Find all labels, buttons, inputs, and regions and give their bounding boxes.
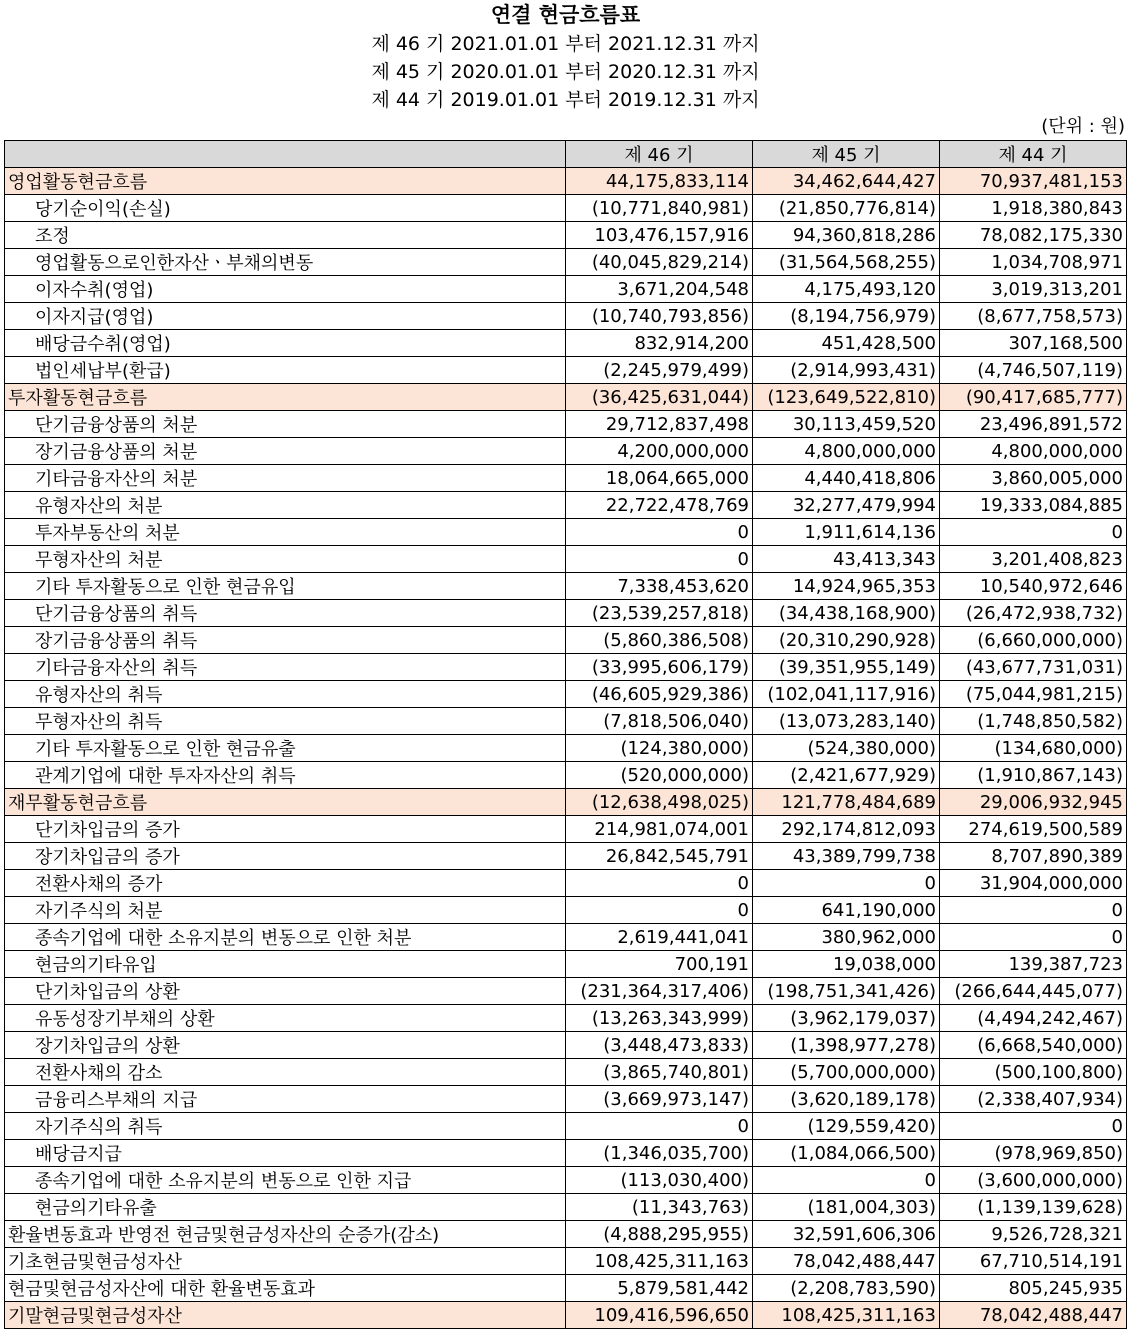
- value-period-46: 29,712,837,498: [566, 411, 753, 438]
- value-period-44: 274,619,500,589: [940, 816, 1127, 843]
- value-period-46: (113,030,400): [566, 1167, 753, 1194]
- table-row: [5, 1140, 1127, 1167]
- table-row: [5, 249, 1127, 276]
- value-period-45: 30,113,459,520: [753, 411, 940, 438]
- table-row: [5, 1194, 1127, 1221]
- row-label: 기타금융자산의 취득: [5, 654, 566, 681]
- value-period-44: (4,746,507,119): [940, 357, 1127, 384]
- value-period-45: 380,962,000: [753, 924, 940, 951]
- value-period-46: (33,995,606,179): [566, 654, 753, 681]
- value-period-44: 3,019,313,201: [940, 276, 1127, 303]
- row-label: 금융리스부채의 지급: [5, 1086, 566, 1113]
- period-line-46: 제 46 기 2021.01.01 부터 2021.12.31 까지: [371, 33, 760, 55]
- value-period-44: 29,006,932,945: [940, 789, 1127, 816]
- value-period-46: (13,263,343,999): [566, 1005, 753, 1032]
- table-row: [5, 978, 1127, 1005]
- value-period-46: (11,343,763): [566, 1194, 753, 1221]
- section-row: [5, 168, 1127, 195]
- value-period-45: 43,413,343: [753, 546, 940, 573]
- table-row: [5, 276, 1127, 303]
- row-label: 조정: [5, 222, 566, 249]
- value-period-46: 44,175,833,114: [566, 168, 753, 195]
- row-label: 현금및현금성자산에 대한 환율변동효과: [5, 1275, 566, 1302]
- value-period-44: 3,201,408,823: [940, 546, 1127, 573]
- value-period-44: 0: [940, 519, 1127, 546]
- unit-label: (단위 : 원): [1041, 116, 1125, 137]
- table-row: [5, 843, 1127, 870]
- section-row: [5, 1302, 1127, 1329]
- value-period-44: 3,860,005,000: [940, 465, 1127, 492]
- table-row: [5, 1032, 1127, 1059]
- value-period-44: 70,937,481,153: [940, 168, 1127, 195]
- value-period-45: (102,041,117,916): [753, 681, 940, 708]
- table-row: [5, 1086, 1127, 1113]
- row-label: 영업활동으로인한자산ㆍ부채의변동: [5, 249, 566, 276]
- table-row: [5, 735, 1127, 762]
- value-period-44: 0: [940, 924, 1127, 951]
- value-period-46: 108,425,311,163: [566, 1248, 753, 1275]
- table-row: [5, 951, 1127, 978]
- table-row: [5, 330, 1127, 357]
- value-period-46: (2,245,979,499): [566, 357, 753, 384]
- row-label: 관계기업에 대한 투자자산의 취득: [5, 762, 566, 789]
- row-label: 현금의기타유입: [5, 951, 566, 978]
- value-period-44: 1,918,380,843: [940, 195, 1127, 222]
- value-period-45: (1,398,977,278): [753, 1032, 940, 1059]
- value-period-45: (181,004,303): [753, 1194, 940, 1221]
- table-row: [5, 681, 1127, 708]
- table-row: [5, 303, 1127, 330]
- value-period-45: 1,911,614,136: [753, 519, 940, 546]
- row-label: 영업활동현금흐름: [5, 168, 566, 195]
- row-label: 단기차입금의 상환: [5, 978, 566, 1005]
- section-row: [5, 789, 1127, 816]
- value-period-45: (8,194,756,979): [753, 303, 940, 330]
- value-period-44: 23,496,891,572: [940, 411, 1127, 438]
- value-period-45: (3,620,189,178): [753, 1086, 940, 1113]
- value-period-44: 139,387,723: [940, 951, 1127, 978]
- table-row: [5, 897, 1127, 924]
- row-label: 이자지급(영업): [5, 303, 566, 330]
- row-label: 종속기업에 대한 소유지분의 변동으로 인한 지급: [5, 1167, 566, 1194]
- value-period-44: (26,472,938,732): [940, 600, 1127, 627]
- value-period-46: (124,380,000): [566, 735, 753, 762]
- table-row: [5, 492, 1127, 519]
- value-period-45: (3,962,179,037): [753, 1005, 940, 1032]
- row-label: 이자수취(영업): [5, 276, 566, 303]
- value-period-45: (524,380,000): [753, 735, 940, 762]
- value-period-44: 10,540,972,646: [940, 573, 1127, 600]
- row-label: 배당금지급: [5, 1140, 566, 1167]
- value-period-45: (39,351,955,149): [753, 654, 940, 681]
- table-row: [5, 708, 1127, 735]
- value-period-46: (1,346,035,700): [566, 1140, 753, 1167]
- value-period-46: 832,914,200: [566, 330, 753, 357]
- value-period-45: (5,700,000,000): [753, 1059, 940, 1086]
- value-period-44: (134,680,000): [940, 735, 1127, 762]
- value-period-45: 78,042,488,447: [753, 1248, 940, 1275]
- value-period-44: (43,677,731,031): [940, 654, 1127, 681]
- value-period-45: 19,038,000: [753, 951, 940, 978]
- value-period-46: (12,638,498,025): [566, 789, 753, 816]
- table-header-row: [5, 141, 1127, 168]
- table-body: [5, 168, 1127, 1329]
- value-period-45: (198,751,341,426): [753, 978, 940, 1005]
- row-label: 현금의기타유출: [5, 1194, 566, 1221]
- value-period-44: (978,969,850): [940, 1140, 1127, 1167]
- table-row: [5, 870, 1127, 897]
- row-label: 전환사채의 감소: [5, 1059, 566, 1086]
- table-row: [5, 195, 1127, 222]
- value-period-46: 0: [566, 1113, 753, 1140]
- row-label: 무형자산의 처분: [5, 546, 566, 573]
- statement-header: [0, 0, 1131, 114]
- table-row: [5, 1059, 1127, 1086]
- value-period-46: (5,860,386,508): [566, 627, 753, 654]
- value-period-46: (46,605,929,386): [566, 681, 753, 708]
- value-period-46: (4,888,295,955): [566, 1221, 753, 1248]
- value-period-44: 9,526,728,321: [940, 1221, 1127, 1248]
- table-row: [5, 816, 1127, 843]
- value-period-45: (2,421,677,929): [753, 762, 940, 789]
- table-row: [5, 222, 1127, 249]
- value-period-45: 94,360,818,286: [753, 222, 940, 249]
- value-period-46: (10,771,840,981): [566, 195, 753, 222]
- value-period-44: (6,660,000,000): [940, 627, 1127, 654]
- table-row: [5, 654, 1127, 681]
- row-label: 장기금융상품의 처분: [5, 438, 566, 465]
- value-period-44: (266,644,445,077): [940, 978, 1127, 1005]
- value-period-44: (3,600,000,000): [940, 1167, 1127, 1194]
- value-period-45: 4,175,493,120: [753, 276, 940, 303]
- value-period-46: 0: [566, 546, 753, 573]
- row-label: 유형자산의 취득: [5, 681, 566, 708]
- row-label: 단기금융상품의 취득: [5, 600, 566, 627]
- value-period-45: 292,174,812,093: [753, 816, 940, 843]
- row-label: 투자부동산의 처분: [5, 519, 566, 546]
- value-period-45: (123,649,522,810): [753, 384, 940, 411]
- value-period-44: (2,338,407,934): [940, 1086, 1127, 1113]
- table-row: [5, 465, 1127, 492]
- row-label: 기타 투자활동으로 인한 현금유출: [5, 735, 566, 762]
- value-period-44: (1,910,867,143): [940, 762, 1127, 789]
- table-row: [5, 357, 1127, 384]
- value-period-46: (40,045,829,214): [566, 249, 753, 276]
- row-label: 자기주식의 처분: [5, 897, 566, 924]
- table-row: [5, 627, 1127, 654]
- value-period-46: (520,000,000): [566, 762, 753, 789]
- table-row: [5, 438, 1127, 465]
- value-period-44: (8,677,758,573): [940, 303, 1127, 330]
- value-period-46: 26,842,545,791: [566, 843, 753, 870]
- value-period-45: (2,208,783,590): [753, 1275, 940, 1302]
- value-period-45: 43,389,799,738: [753, 843, 940, 870]
- value-period-45: 121,778,484,689: [753, 789, 940, 816]
- value-period-46: (231,364,317,406): [566, 978, 753, 1005]
- value-period-44: 67,710,514,191: [940, 1248, 1127, 1275]
- table-row: [5, 411, 1127, 438]
- row-label: 단기금융상품의 처분: [5, 411, 566, 438]
- cash-flow-table: [4, 140, 1127, 1329]
- value-period-44: 0: [940, 897, 1127, 924]
- row-label: 당기순이익(손실): [5, 195, 566, 222]
- value-period-45: 641,190,000: [753, 897, 940, 924]
- value-period-46: 0: [566, 870, 753, 897]
- value-period-46: 22,722,478,769: [566, 492, 753, 519]
- value-period-46: 0: [566, 897, 753, 924]
- table-row: [5, 762, 1127, 789]
- value-period-46: 700,191: [566, 951, 753, 978]
- table-row: [5, 546, 1127, 573]
- row-label: 배당금수취(영업): [5, 330, 566, 357]
- value-period-46: 2,619,441,041: [566, 924, 753, 951]
- value-period-46: 103,476,157,916: [566, 222, 753, 249]
- header-period-45: 제 45 기: [753, 141, 940, 168]
- value-period-44: (1,139,139,628): [940, 1194, 1127, 1221]
- value-period-45: (20,310,290,928): [753, 627, 940, 654]
- value-period-45: 108,425,311,163: [753, 1302, 940, 1329]
- table-row: [5, 1275, 1127, 1302]
- value-period-45: 0: [753, 1167, 940, 1194]
- table-row: [5, 1248, 1127, 1275]
- row-label: 장기차입금의 증가: [5, 843, 566, 870]
- value-period-46: (7,818,506,040): [566, 708, 753, 735]
- value-period-45: (31,564,568,255): [753, 249, 940, 276]
- value-period-44: 805,245,935: [940, 1275, 1127, 1302]
- value-period-46: (3,448,473,833): [566, 1032, 753, 1059]
- value-period-44: 4,800,000,000: [940, 438, 1127, 465]
- value-period-45: 14,924,965,353: [753, 573, 940, 600]
- row-label: 전환사채의 증가: [5, 870, 566, 897]
- value-period-46: (10,740,793,856): [566, 303, 753, 330]
- value-period-45: 0: [753, 870, 940, 897]
- value-period-45: (2,914,993,431): [753, 357, 940, 384]
- value-period-46: (23,539,257,818): [566, 600, 753, 627]
- value-period-44: 78,042,488,447: [940, 1302, 1127, 1329]
- value-period-46: 5,879,581,442: [566, 1275, 753, 1302]
- period-line-45: 제 45 기 2020.01.01 부터 2020.12.31 까지: [371, 61, 760, 83]
- table-row: [5, 573, 1127, 600]
- value-period-46: (3,865,740,801): [566, 1059, 753, 1086]
- value-period-46: 4,200,000,000: [566, 438, 753, 465]
- value-period-46: 0: [566, 519, 753, 546]
- value-period-45: 34,462,644,427: [753, 168, 940, 195]
- value-period-45: (129,559,420): [753, 1113, 940, 1140]
- row-label: 재무활동현금흐름: [5, 789, 566, 816]
- value-period-46: 214,981,074,001: [566, 816, 753, 843]
- header-period-44: 제 44 기: [940, 141, 1127, 168]
- value-period-44: 307,168,500: [940, 330, 1127, 357]
- value-period-44: 0: [940, 1113, 1127, 1140]
- table-row: [5, 924, 1127, 951]
- value-period-44: (500,100,800): [940, 1059, 1127, 1086]
- table-row: [5, 600, 1127, 627]
- table-row: [5, 519, 1127, 546]
- value-period-44: 1,034,708,971: [940, 249, 1127, 276]
- value-period-46: 109,416,596,650: [566, 1302, 753, 1329]
- row-label: 법인세납부(환급): [5, 357, 566, 384]
- value-period-44: 31,904,000,000: [940, 870, 1127, 897]
- value-period-44: (90,417,685,777): [940, 384, 1127, 411]
- value-period-44: 78,082,175,330: [940, 222, 1127, 249]
- value-period-46: (3,669,973,147): [566, 1086, 753, 1113]
- header-period-46: 제 46 기: [566, 141, 753, 168]
- row-label: 유형자산의 처분: [5, 492, 566, 519]
- row-label: 투자활동현금흐름: [5, 384, 566, 411]
- value-period-45: 32,591,606,306: [753, 1221, 940, 1248]
- row-label: 종속기업에 대한 소유지분의 변동으로 인한 처분: [5, 924, 566, 951]
- value-period-44: (1,748,850,582): [940, 708, 1127, 735]
- value-period-46: 7,338,453,620: [566, 573, 753, 600]
- section-row: [5, 384, 1127, 411]
- row-label: 자기주식의 취득: [5, 1113, 566, 1140]
- row-label: 단기차입금의 증가: [5, 816, 566, 843]
- value-period-45: (34,438,168,900): [753, 600, 940, 627]
- value-period-44: (75,044,981,215): [940, 681, 1127, 708]
- value-period-45: (1,084,066,500): [753, 1140, 940, 1167]
- value-period-44: 19,333,084,885: [940, 492, 1127, 519]
- value-period-46: (36,425,631,044): [566, 384, 753, 411]
- row-label: 유동성장기부채의 상환: [5, 1005, 566, 1032]
- row-label: 환율변동효과 반영전 현금및현금성자산의 순증가(감소): [5, 1221, 566, 1248]
- row-label: 장기금융상품의 취득: [5, 627, 566, 654]
- table-row: [5, 1221, 1127, 1248]
- value-period-46: 18,064,665,000: [566, 465, 753, 492]
- value-period-44: (6,668,540,000): [940, 1032, 1127, 1059]
- value-period-45: 32,277,479,994: [753, 492, 940, 519]
- value-period-46: 3,671,204,548: [566, 276, 753, 303]
- value-period-45: (21,850,776,814): [753, 195, 940, 222]
- statement-title: 연결 현금흐름표: [490, 3, 641, 27]
- row-label: 장기차입금의 상환: [5, 1032, 566, 1059]
- value-period-45: (13,073,283,140): [753, 708, 940, 735]
- row-label: 무형자산의 취득: [5, 708, 566, 735]
- value-period-45: 451,428,500: [753, 330, 940, 357]
- period-line-44: 제 44 기 2019.01.01 부터 2019.12.31 까지: [371, 89, 760, 111]
- value-period-45: 4,440,418,806: [753, 465, 940, 492]
- row-label: 기타금융자산의 처분: [5, 465, 566, 492]
- row-label: 기말현금및현금성자산: [5, 1302, 566, 1329]
- value-period-45: 4,800,000,000: [753, 438, 940, 465]
- value-period-44: 8,707,890,389: [940, 843, 1127, 870]
- table-row: [5, 1005, 1127, 1032]
- header-label-cell: [5, 141, 566, 168]
- table-row: [5, 1113, 1127, 1140]
- row-label: 기초현금및현금성자산: [5, 1248, 566, 1275]
- table-row: [5, 1167, 1127, 1194]
- row-label: 기타 투자활동으로 인한 현금유입: [5, 573, 566, 600]
- value-period-44: (4,494,242,467): [940, 1005, 1127, 1032]
